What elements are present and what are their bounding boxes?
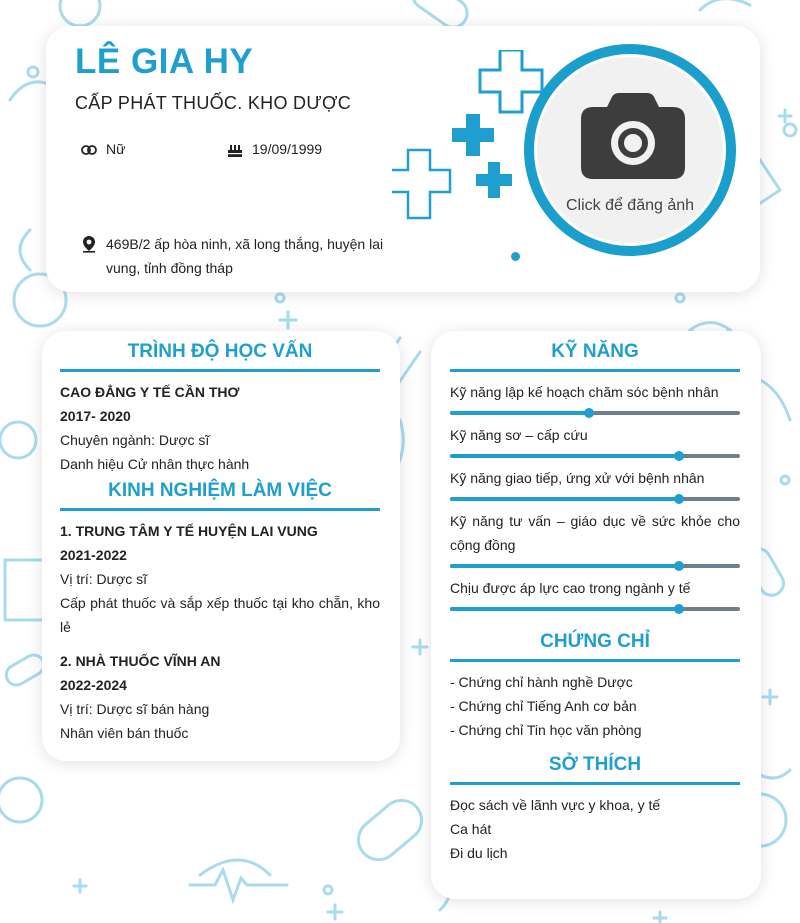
- job-company: 1. TRUNG TÂM Y TẾ HUYỆN LAI VUNG: [60, 523, 318, 539]
- certificates-title: CHỨNG CHỈ: [450, 631, 740, 662]
- job-years: 2022-2024: [60, 677, 127, 693]
- photo-upload-button[interactable]: [534, 54, 726, 246]
- dob-row: [226, 141, 322, 159]
- job-description: Nhân viên bán thuốc: [60, 725, 189, 741]
- birthday-cake-icon: [226, 141, 244, 159]
- hobbies-title: SỞ THÍCH: [450, 754, 740, 785]
- skill-label: Chịu được áp lực cao trong ngành y tế: [450, 580, 691, 596]
- gender-row: [80, 141, 125, 159]
- job-company: 2. NHÀ THUỐC VĨNH AN: [60, 653, 221, 669]
- gender-value: Nữ: [106, 141, 126, 157]
- hobby-item: Ca hát: [450, 821, 492, 837]
- gender-icon: [80, 141, 98, 159]
- education-years: 2017- 2020: [60, 408, 131, 424]
- skill-bar: [450, 607, 740, 611]
- job-role: Vị trí: Dược sĩ bán hàng: [60, 701, 210, 717]
- job-years: 2021-2022: [60, 547, 127, 563]
- avatar-frame: [524, 44, 736, 256]
- skill-label: Kỹ năng giao tiếp, ứng xử với bệnh nhân: [450, 470, 705, 486]
- education-title: TRÌNH ĐỘ HỌC VẤN: [60, 341, 380, 372]
- profile-header-card: [46, 26, 760, 292]
- experience-title: KINH NGHIỆM LÀM VIỆC: [60, 480, 380, 511]
- skill-item: [450, 423, 740, 458]
- skill-bar: [450, 564, 740, 568]
- address-value: 469B/2 ấp hòa ninh, xã long thắng, huyện lai vung, tỉnh đồng tháp: [106, 236, 384, 276]
- education-major: Chuyên ngành: Dược sĩ: [60, 432, 210, 448]
- skill-bar: [450, 454, 740, 458]
- camera-icon: [581, 93, 685, 179]
- job-description: Cấp phát thuốc và sắp xếp thuốc tại kho chẵn, kho lẻ: [60, 595, 380, 635]
- skills-title: KỸ NĂNG: [450, 341, 740, 372]
- school-name: CAO ĐẲNG Y TẾ CẦN THƠ: [60, 384, 240, 400]
- candidate-name: LÊ GIA HY: [75, 42, 254, 81]
- decorative-dot: [511, 252, 520, 261]
- certificate-item: - Chứng chỉ Tiếng Anh cơ bản: [450, 698, 637, 714]
- hobby-item: Đọc sách về lãnh vực y khoa, y tế: [450, 797, 661, 813]
- hobby-item: Đi du lịch: [450, 845, 508, 861]
- skill-bar: [450, 497, 740, 501]
- skill-label: Kỹ năng sơ – cấp cứu: [450, 427, 588, 443]
- skill-label: Kỹ năng tư vấn – giáo dục về sức khỏe cho cộng đồng: [450, 513, 740, 553]
- skill-item: [450, 509, 740, 568]
- address-row: [80, 232, 390, 280]
- education-degree: Danh hiệu Cử nhân thực hành: [60, 456, 250, 472]
- certificate-item: - Chứng chỉ Tin học văn phòng: [450, 722, 642, 738]
- skill-item: [450, 466, 740, 501]
- location-pin-icon: [80, 235, 98, 253]
- education-experience-card: [42, 331, 400, 761]
- job-entry: [60, 649, 380, 745]
- skill-bar: [450, 411, 740, 415]
- skill-item: [450, 380, 740, 415]
- certificate-item: - Chứng chỉ hành nghề Dược: [450, 674, 633, 690]
- skill-item: [450, 576, 740, 611]
- photo-upload-label: Click để đăng ảnh: [565, 197, 695, 214]
- job-role: Vị trí: Dược sĩ: [60, 571, 148, 587]
- job-position: CẤP PHÁT THUỐC. KHO DƯỢC: [75, 93, 352, 113]
- dob-value: 19/09/1999: [252, 141, 323, 157]
- job-entry: [60, 519, 380, 639]
- skills-card: [431, 331, 761, 899]
- skill-label: Kỹ năng lập kế hoạch chăm sóc bệnh nhân: [450, 384, 719, 400]
